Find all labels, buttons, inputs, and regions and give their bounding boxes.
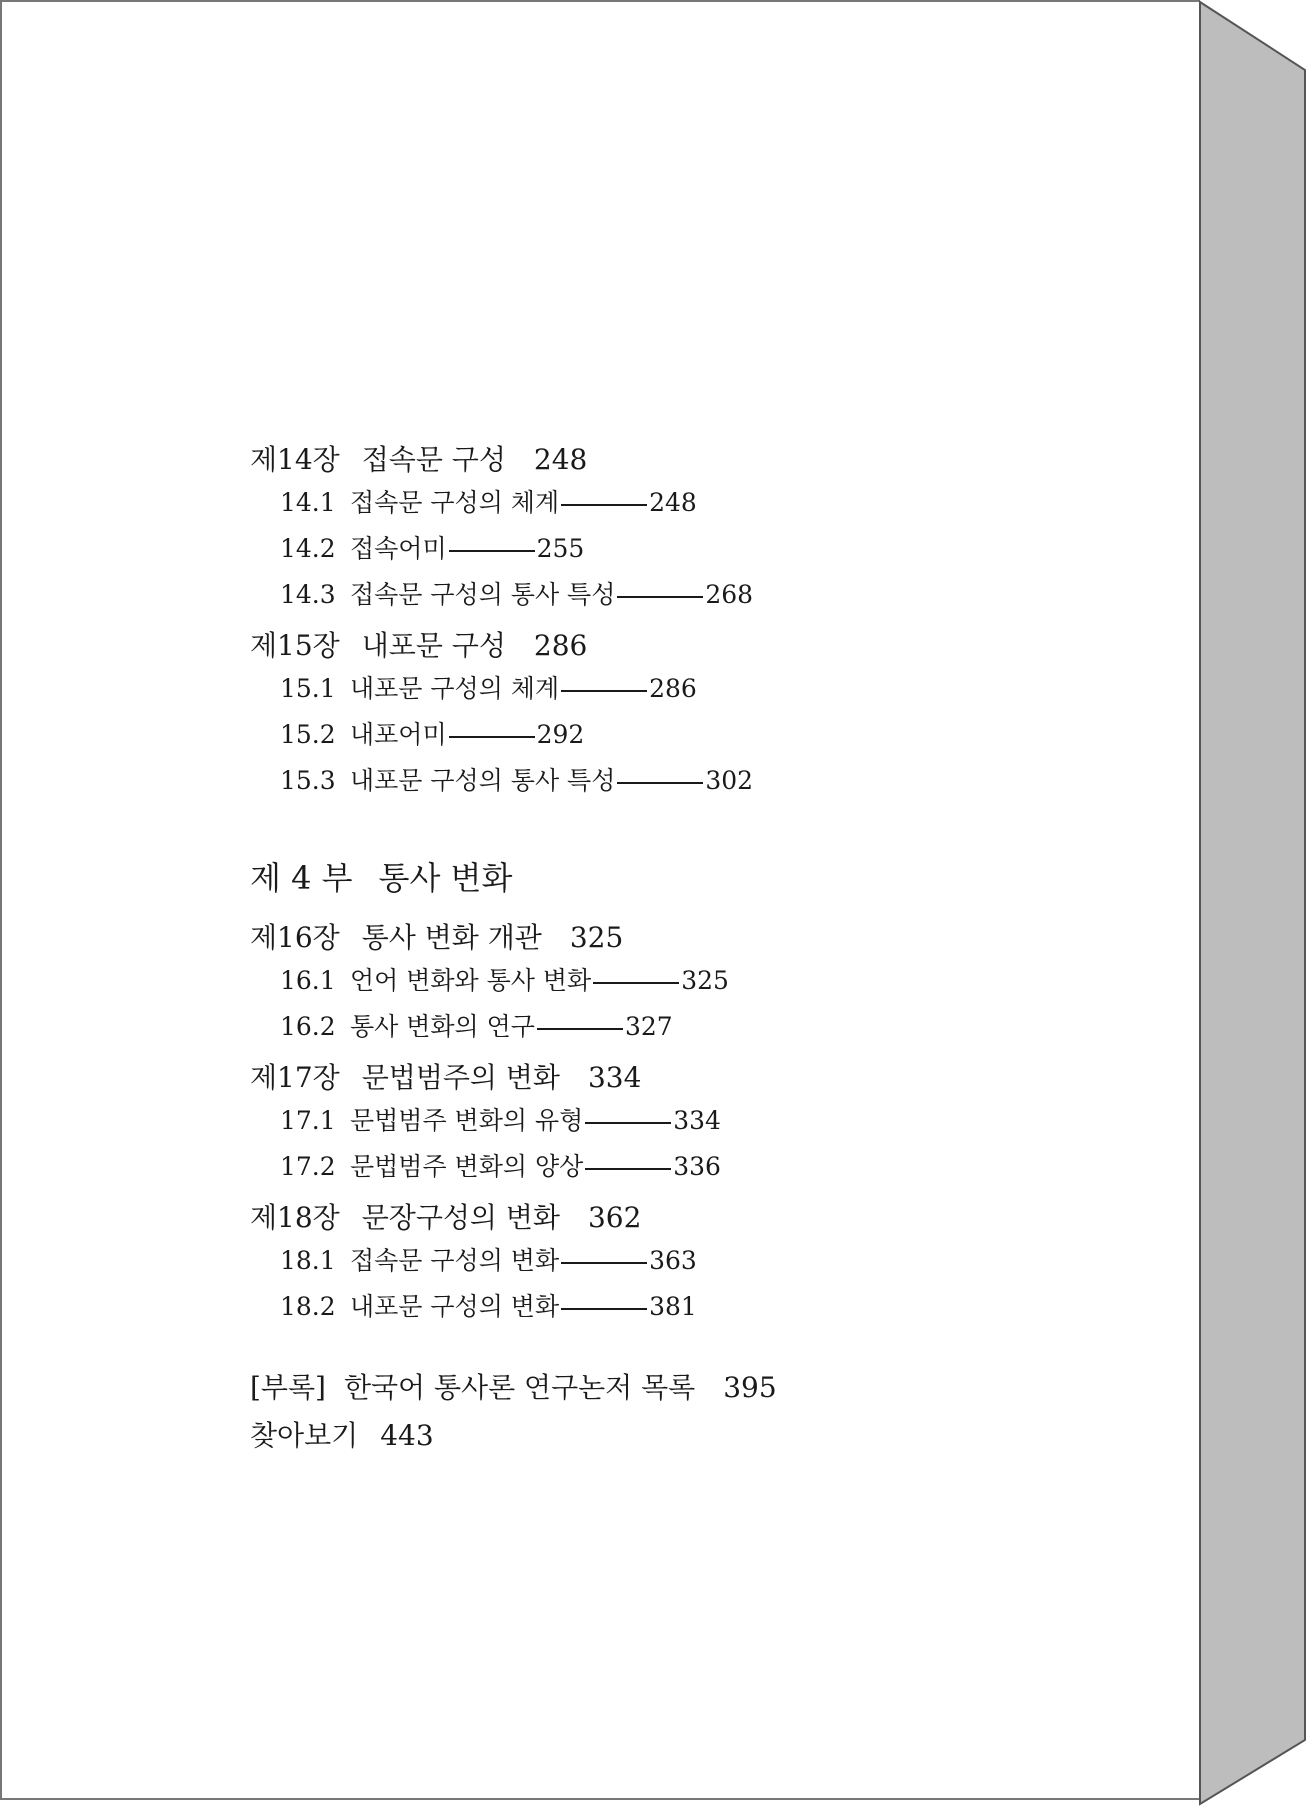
section-14-1[interactable]	[250, 480, 950, 526]
section-page: 327	[624, 1012, 673, 1041]
section-title: 통사 변화의 연구	[350, 1012, 535, 1041]
chapter-number: 제17장	[250, 1061, 340, 1094]
part-title: 통사 변화	[378, 859, 513, 897]
appendix-page: 395	[723, 1371, 777, 1404]
section-title: 문법범주 변화의 양상	[350, 1152, 584, 1181]
leader-line	[585, 1168, 671, 1170]
section-number: 18.2	[280, 1292, 336, 1321]
section-title: 내포어미	[350, 720, 447, 749]
section-number: 14.1	[280, 488, 336, 517]
section-title: 접속어미	[350, 534, 447, 563]
chapter-page: 334	[587, 1061, 642, 1094]
section-title: 내포문 구성의 통사 특성	[350, 766, 616, 795]
section-page: 336	[673, 1152, 721, 1181]
index-title: 찾아보기	[250, 1419, 359, 1452]
table-of-contents	[250, 440, 950, 1460]
section-page: 286	[649, 674, 697, 703]
section-page: 334	[673, 1106, 721, 1135]
section-title: 문법범주 변화의 유형	[350, 1106, 584, 1135]
section-title: 내포문 구성의 변화	[350, 1292, 560, 1321]
chapter-number: 제16장	[250, 921, 340, 954]
chapter-title: 통사 변화 개관	[361, 921, 542, 954]
leader-line	[593, 982, 679, 984]
section-page: 268	[705, 580, 754, 609]
section-16-2[interactable]	[250, 1004, 950, 1050]
leader-line	[561, 1308, 647, 1310]
chapter-number: 제15장	[250, 629, 340, 662]
appendix-title: 한국어 통사론 연구논저 목록	[343, 1371, 696, 1404]
section-number: 17.1	[280, 1106, 336, 1135]
appendix-label: [부록]	[250, 1371, 326, 1404]
leader-line	[617, 782, 703, 784]
chapter-title: 내포문 구성	[361, 629, 506, 662]
section-16-1[interactable]	[250, 958, 950, 1004]
index-entry[interactable]	[250, 1412, 950, 1460]
chapter-title: 접속문 구성	[361, 443, 506, 476]
leader-line	[537, 1028, 623, 1030]
section-page: 292	[536, 720, 585, 749]
leader-line	[561, 504, 647, 506]
chapter-16[interactable]	[250, 918, 950, 958]
chapter-page: 248	[533, 443, 588, 476]
chapter-number: 제18장	[250, 1201, 340, 1234]
section-15-2[interactable]	[250, 712, 950, 758]
section-page: 255	[536, 534, 585, 563]
chapter-15[interactable]	[250, 626, 950, 666]
section-number: 17.2	[280, 1152, 336, 1181]
index-page: 443	[380, 1419, 434, 1452]
chapter-17[interactable]	[250, 1058, 950, 1098]
section-title: 접속문 구성의 통사 특성	[350, 580, 616, 609]
section-number: 15.3	[280, 766, 336, 795]
part-4-heading[interactable]	[250, 856, 950, 900]
leader-line	[449, 736, 535, 738]
section-title: 접속문 구성의 체계	[350, 488, 560, 517]
appendix-entry[interactable]	[250, 1364, 950, 1412]
section-17-1[interactable]	[250, 1098, 950, 1144]
section-number: 14.3	[280, 580, 336, 609]
section-15-1[interactable]	[250, 666, 950, 712]
section-title: 접속문 구성의 변화	[350, 1246, 560, 1275]
section-18-2[interactable]	[250, 1284, 950, 1330]
chapter-page: 325	[569, 921, 624, 954]
section-14-3[interactable]	[250, 572, 950, 618]
section-17-2[interactable]	[250, 1144, 950, 1190]
section-number: 18.1	[280, 1246, 336, 1275]
section-number: 16.2	[280, 1012, 336, 1041]
section-18-1[interactable]	[250, 1238, 950, 1284]
chapter-18[interactable]	[250, 1198, 950, 1238]
leader-line	[561, 1262, 647, 1264]
chapter-page: 362	[587, 1201, 642, 1234]
leader-line	[617, 596, 703, 598]
section-page: 302	[705, 766, 754, 795]
book-side-edge	[1198, 0, 1307, 1806]
section-page: 381	[649, 1292, 697, 1321]
leader-line	[449, 550, 535, 552]
chapter-title: 문장구성의 변화	[361, 1201, 560, 1234]
section-number: 15.1	[280, 674, 336, 703]
chapter-title: 문법범주의 변화	[361, 1061, 560, 1094]
chapter-page: 286	[533, 629, 588, 662]
section-number: 14.2	[280, 534, 336, 563]
leader-line	[585, 1122, 671, 1124]
section-15-3[interactable]	[250, 758, 950, 804]
chapter-number: 제14장	[250, 443, 340, 476]
section-title: 언어 변화와 통사 변화	[350, 966, 592, 995]
leader-line	[561, 690, 647, 692]
section-page: 325	[681, 966, 729, 995]
section-number: 15.2	[280, 720, 336, 749]
section-14-2[interactable]	[250, 526, 950, 572]
chapter-14[interactable]	[250, 440, 950, 480]
part-number: 제 4 부	[250, 859, 353, 897]
section-title: 내포문 구성의 체계	[350, 674, 560, 703]
section-number: 16.1	[280, 966, 336, 995]
section-page: 248	[649, 488, 697, 517]
section-page: 363	[649, 1246, 697, 1275]
